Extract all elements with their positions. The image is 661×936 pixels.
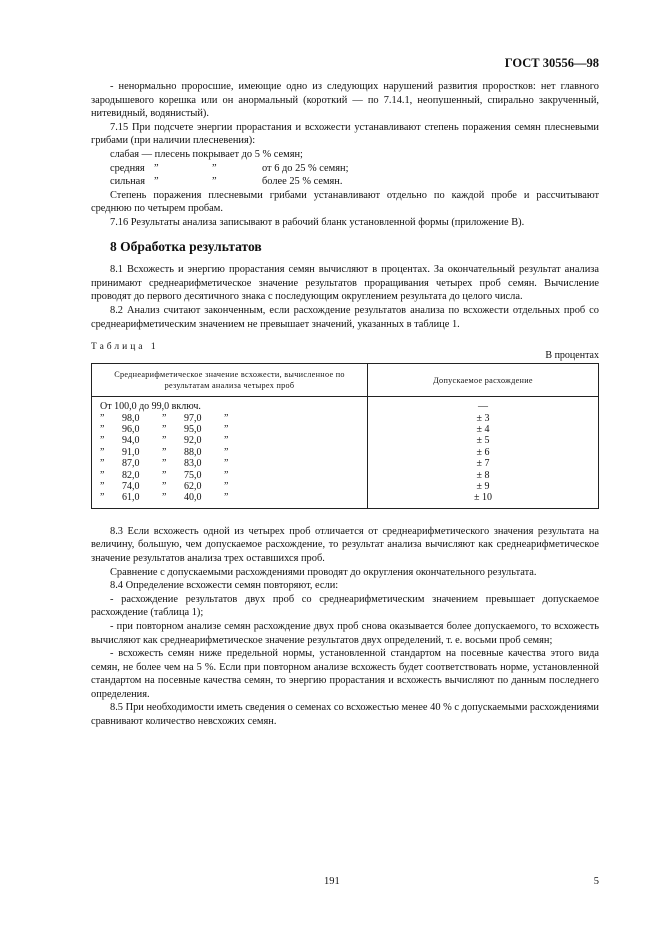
table-row bbox=[92, 413, 599, 424]
mold-strong-ditto-1: ” bbox=[154, 176, 159, 188]
ditto-mark: ” bbox=[100, 435, 105, 447]
table-caption-row bbox=[91, 341, 599, 362]
ditto-mark: ” bbox=[100, 469, 105, 481]
paragraph-mold-average: Степень поражения плесневыми грибами устанавливают отдельно по каждой пробе и рассчитывают среднюю по четырем пробам. bbox=[91, 189, 599, 215]
table-cell-range bbox=[92, 492, 368, 508]
mold-medium-text: от 6 до 25 % семян; bbox=[262, 162, 349, 174]
page-number: 191 bbox=[324, 876, 340, 887]
standard-header: ГОСТ 30556—98 bbox=[504, 56, 599, 70]
table-cell-range bbox=[92, 481, 368, 492]
table-row bbox=[92, 481, 599, 492]
table-cell-tolerance: ± 8 bbox=[368, 470, 599, 481]
range-to: 88,0 bbox=[184, 446, 202, 458]
table-cell-range bbox=[92, 424, 368, 435]
ditto-mark: ” bbox=[224, 469, 229, 481]
ditto-mark: ” bbox=[162, 412, 167, 424]
ditto-mark: ” bbox=[162, 458, 167, 470]
range-to: 62,0 bbox=[184, 480, 202, 492]
range-from: 98,0 bbox=[122, 412, 140, 424]
mold-strong-ditto-2: ” bbox=[212, 176, 217, 188]
table-cell-tolerance: ± 3 bbox=[368, 413, 599, 424]
table-cell-tolerance: — bbox=[368, 397, 599, 413]
ditto-mark: ” bbox=[100, 412, 105, 424]
table-header-row bbox=[92, 364, 599, 397]
mold-medium-ditto-1: ” bbox=[154, 162, 159, 174]
paragraph-8-5: 8.5 При необходимости иметь сведения о семенах со всхожестью менее 40 % с допускаемыми расхождениями сравнивают количество невсхожих семян. bbox=[91, 702, 599, 728]
table-header-mean: Среднеарифметическое значение всхожести, вычисленное по результатам анализа четырех проб bbox=[92, 364, 368, 397]
paragraph-8-1: 8.1 Всхожесть и энергию прорастания семян вычисляют в процентах. За окончательный результат анализа принимают среднеарифметическое значение результатов проращивания четырех проб семян. Вычисление проводят до первого десятичного знака с последующим округлением результата до целого числа. bbox=[91, 264, 599, 303]
range-cells bbox=[92, 492, 367, 503]
table-cell-range bbox=[92, 413, 368, 424]
table-cell-range bbox=[92, 470, 368, 481]
ditto-mark: ” bbox=[224, 446, 229, 458]
range-from: 96,0 bbox=[122, 423, 140, 435]
table-caption: Таблица 1 bbox=[91, 342, 159, 353]
mold-strong bbox=[91, 175, 599, 189]
ditto-mark: ” bbox=[100, 492, 105, 504]
paragraph-comparison: Сравнение с допускаемыми расхождениями проводят до округления окончательного результата. bbox=[110, 566, 537, 578]
range-to: 92,0 bbox=[184, 435, 202, 447]
ditto-mark: ” bbox=[100, 480, 105, 492]
range-cells bbox=[92, 458, 367, 469]
ditto-mark: ” bbox=[162, 435, 167, 447]
range-from: 82,0 bbox=[122, 469, 140, 481]
paragraph-8-3: 8.3 Если всхожесть одной из четырех проб отличается от среднеарифметического значения результата на величину, большую, чем допускаемое расхождение, то результат анализа вычисляют как среднеарифметическое значение результатов анализа трех оставшихся проб. bbox=[91, 525, 599, 564]
table-cell-range bbox=[92, 458, 368, 469]
table-cell-tolerance: ± 6 bbox=[368, 447, 599, 458]
range-to: 95,0 bbox=[184, 423, 202, 435]
ditto-mark: ” bbox=[224, 435, 229, 447]
range-from: 61,0 bbox=[122, 492, 140, 504]
mold-medium bbox=[91, 162, 599, 176]
range-from: 91,0 bbox=[122, 446, 140, 458]
table-row bbox=[92, 435, 599, 446]
table-row bbox=[92, 492, 599, 508]
mold-strong-text: более 25 % семян. bbox=[262, 176, 343, 188]
table-cell-tolerance: ± 9 bbox=[368, 481, 599, 492]
paragraph-7-15: 7.15 При подсчете энергии прорастания и всхожести устанавливают степень поражения семян плесневыми грибами (при наличии плесневения): bbox=[91, 121, 599, 147]
ditto-mark: ” bbox=[162, 492, 167, 504]
ditto-mark: ” bbox=[224, 480, 229, 492]
table-cell-range: От 100,0 до 99,0 включ. bbox=[92, 397, 368, 413]
mold-strong-label: сильная bbox=[110, 176, 146, 188]
table-row bbox=[92, 397, 599, 413]
mold-light: слабая — плесень покрывает до 5 % семян; bbox=[110, 148, 303, 160]
sheet-number: 5 bbox=[593, 876, 599, 887]
range-from: 94,0 bbox=[122, 435, 140, 447]
ditto-mark: ” bbox=[224, 423, 229, 435]
ditto-mark: ” bbox=[162, 480, 167, 492]
paragraph-repeat-condition-1: - расхождение результатов двух проб со среднеарифметическим значением превышает допускаемое расхождение (таблица 1); bbox=[91, 593, 599, 619]
ditto-mark: ” bbox=[100, 458, 105, 470]
range-to: 83,0 bbox=[184, 458, 202, 470]
paragraph-repeat-condition-3: - всхожесть семян ниже предельной нормы, установленной стандартом на посевные качества этого вида семян, не более чем на 5 %. Если при повторном анализе всхожесть будет соответствовать норме, установленной стандартом на посевные качества семян, то энергию прорастания и всхожесть вычисляют по данным последнего определения. bbox=[91, 648, 599, 700]
document-body bbox=[91, 80, 599, 729]
range-cells bbox=[92, 447, 367, 458]
range-to: 97,0 bbox=[184, 412, 202, 424]
mold-medium-label: средняя bbox=[110, 162, 145, 174]
range-from: 74,0 bbox=[122, 480, 140, 492]
ditto-mark: ” bbox=[224, 412, 229, 424]
range-from: 87,0 bbox=[122, 458, 140, 470]
table-body bbox=[92, 397, 599, 509]
range-to: 40,0 bbox=[184, 492, 202, 504]
range-cells bbox=[92, 470, 367, 481]
table-row bbox=[92, 458, 599, 469]
ditto-mark: ” bbox=[162, 469, 167, 481]
ditto-mark: ” bbox=[224, 492, 229, 504]
table-row bbox=[92, 470, 599, 481]
section-title: 8 Обработка результатов bbox=[110, 238, 262, 254]
paragraph-8-4: 8.4 Определение всхожести семян повторяют, если: bbox=[110, 580, 339, 592]
range-cells bbox=[92, 424, 367, 435]
ditto-mark: ” bbox=[162, 446, 167, 458]
table-cell-tolerance: ± 7 bbox=[368, 458, 599, 469]
table-cell-range bbox=[92, 435, 368, 446]
range-to: 75,0 bbox=[184, 469, 202, 481]
table-row bbox=[92, 424, 599, 435]
ditto-mark: ” bbox=[100, 446, 105, 458]
table-cell-range bbox=[92, 447, 368, 458]
range-cells bbox=[92, 435, 367, 446]
range-cells bbox=[92, 481, 367, 492]
table-header-tolerance: Допускаемое расхождение bbox=[368, 364, 599, 397]
tolerance-table bbox=[91, 363, 599, 509]
ditto-mark: ” bbox=[100, 423, 105, 435]
paragraph-repeat-condition-2: - при повторном анализе семян расхождение двух проб снова оказывается более допускаемого, то всхожесть вычисляют как среднеарифметическое значение результатов двух определений, т. е. восьми проб семян; bbox=[91, 620, 599, 646]
range-cells bbox=[92, 413, 367, 424]
table-cell-tolerance: ± 4 bbox=[368, 424, 599, 435]
mold-medium-ditto-2: ” bbox=[212, 162, 217, 174]
ditto-mark: ” bbox=[162, 423, 167, 435]
table-row bbox=[92, 447, 599, 458]
ditto-mark: ” bbox=[224, 458, 229, 470]
paragraph-8-2: 8.2 Анализ считают законченным, если расхождение результатов анализа по всхожести отдельных проб со среднеарифметическим значением не превышает значений, указанных в таблице 1. bbox=[91, 304, 599, 330]
paragraph-abnormal-sprouts: - ненормально проросшие, имеющие одно из следующих нарушений развития проростков: нет главного зародышевого корешка или он анормальный (короткий — по 7.14.1, неопушенный, спирально закрученный, нитевидный, водянистый). bbox=[91, 81, 599, 120]
table-unit: В процентах bbox=[545, 350, 599, 362]
paragraph-7-16: 7.16 Результаты анализа записывают в рабочий бланк установленной формы (приложение В). bbox=[110, 216, 525, 228]
table-cell-tolerance: ± 5 bbox=[368, 435, 599, 446]
table-cell-tolerance: ± 10 bbox=[368, 492, 599, 508]
